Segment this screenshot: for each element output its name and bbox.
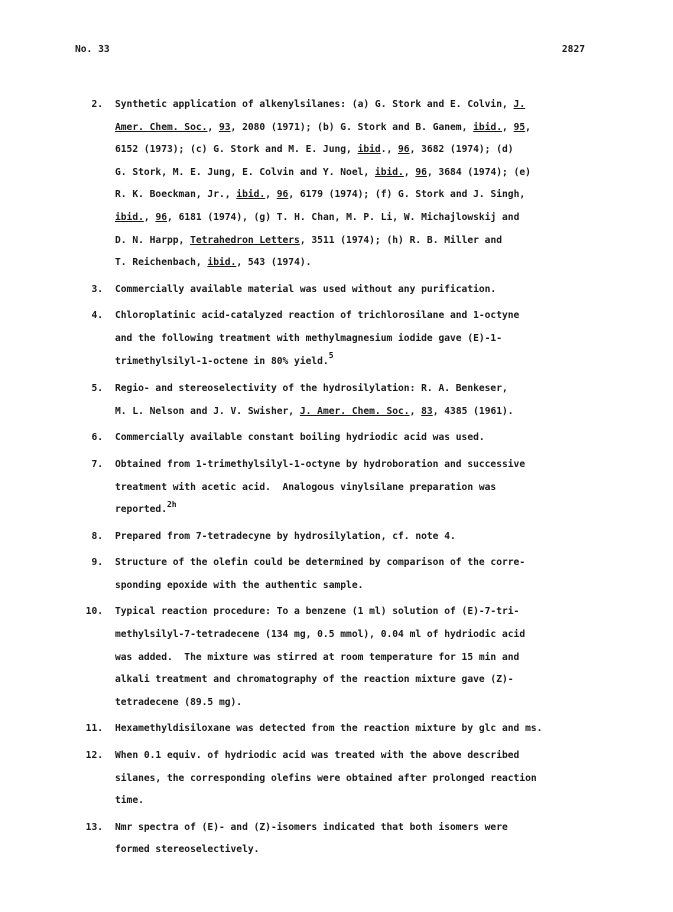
note-line: Typical reaction procedure: To a benzene (1 ml) solution of (E)-7-tri- xyxy=(115,606,520,618)
note-number: 9. xyxy=(91,557,103,569)
underlined-citation: ibid. xyxy=(207,257,237,269)
note-line: was added. The mixture was stirred at room temperature for 15 min and xyxy=(115,651,520,663)
note-text xyxy=(103,718,542,741)
note-line: reported.$^{2h}$ xyxy=(115,499,177,516)
journal-issue: No. 33 xyxy=(75,44,110,55)
note-text xyxy=(103,94,531,275)
note-line: trimethylsilyl-1-octene in 80% yield.$^5$ xyxy=(115,351,334,367)
page-number: 2827 xyxy=(561,44,585,55)
note-text xyxy=(103,378,514,423)
note-text xyxy=(103,305,519,373)
note-line: alkali treatment and chromatography of the reaction mixture gave (Z)- xyxy=(115,674,514,686)
note-line: Commercially available constant boiling hydriodic acid was used. xyxy=(115,432,485,444)
reference-superscript: 2h xyxy=(166,499,177,509)
note-line: M. L. Nelson and J. V. Swisher, J. Amer. Chem. Soc., 83, 4385 (1961). xyxy=(115,405,514,417)
note-number: 5. xyxy=(91,383,103,395)
note-line: formed stereoselectively. xyxy=(115,844,260,856)
note-number: 12. xyxy=(85,750,103,762)
note-line: D. N. Harpp, Tetrahedron Letters, 3511 (1974); (h) R. B. Miller and xyxy=(115,234,503,246)
note-text xyxy=(103,552,525,597)
note-item xyxy=(75,279,620,302)
note-line: Nmr spectra of (E)- and (Z)-isomers indicated that both isomers were xyxy=(115,821,508,833)
underlined-citation: ibid. xyxy=(236,189,266,201)
note-line: Hexamethyldisiloxane was detected from the reaction mixture by glc and ms. xyxy=(115,723,543,735)
note-line: When 0.1 equiv. of hydriodic acid was treated with the above described xyxy=(115,750,520,762)
underlined-citation: 95 xyxy=(513,121,526,133)
underlined-citation: 96 xyxy=(276,189,289,201)
underlined-citation: 96 xyxy=(415,166,427,178)
note-line: Prepared from 7-tetradecyne by hydrosilylation, cf. note 4. xyxy=(115,530,456,542)
note-line: Chloroplatinic acid-catalyzed reaction of trichlorosilane and 1-octyne xyxy=(115,310,520,322)
underlined-citation: J. xyxy=(513,99,526,110)
note-line: treatment with acetic acid. Analogous vinylsilane preparation was xyxy=(115,481,497,493)
note-number: 10. xyxy=(85,606,103,618)
note-number: 3. xyxy=(91,283,103,295)
reference-superscript: 5 xyxy=(328,351,334,361)
note-number: 7. xyxy=(91,458,103,470)
note-item xyxy=(75,552,620,597)
note-text xyxy=(103,817,508,862)
note-item xyxy=(75,94,620,275)
note-line: Regio- and stereoselectivity of the hydrosilylation: R. A. Benkeser, xyxy=(115,383,508,395)
note-line: T. Reichenbach, ibid., 543 (1974). xyxy=(115,257,312,269)
note-item xyxy=(75,817,620,862)
note-number: 6. xyxy=(91,432,103,444)
note-text xyxy=(103,427,485,450)
note-line: Obtained from 1-trimethylsilyl-1-octyne by hydroboration and successive xyxy=(115,458,526,470)
underlined-citation: ibid. xyxy=(374,166,404,178)
note-line: tetradecene (89.5 mg). xyxy=(115,696,243,708)
note-line: ibid., 96, 6181 (1974), (g) T. H. Chan, M. P. Li, W. Michajlowskij and xyxy=(115,211,520,223)
note-number: 13. xyxy=(85,821,103,833)
underlined-citation: Amer. Chem. Soc. xyxy=(115,121,208,133)
notes-list xyxy=(75,94,620,862)
note-item xyxy=(75,378,620,423)
underlined-citation: 93 xyxy=(218,121,231,133)
note-item xyxy=(75,718,620,741)
note-number: 11. xyxy=(85,723,103,735)
underlined-citation: ibid. xyxy=(115,211,144,223)
note-item xyxy=(75,427,620,450)
note-text xyxy=(103,745,537,813)
underlined-citation: 83 xyxy=(421,405,433,417)
note-item xyxy=(75,601,620,714)
note-text xyxy=(103,454,525,522)
note-line: 6152 (1973); (c) G. Stork and M. E. Jung, ibid., 96, 3682 (1974); (d) xyxy=(115,144,514,156)
note-line: Amer. Chem. Soc., 93, 2080 (1971); (b) G. Stork and B. Ganem, ibid., 95, xyxy=(115,121,531,133)
note-line: time. xyxy=(115,795,144,807)
underlined-citation: 96 xyxy=(155,211,168,223)
note-item xyxy=(75,745,620,813)
note-item xyxy=(75,454,620,522)
note-item xyxy=(75,305,620,373)
note-number: 8. xyxy=(91,530,103,542)
note-text xyxy=(103,526,456,549)
note-line: methylsilyl-7-tetradecene (134 mg, 0.5 mmol), 0.04 ml of hydriodic acid xyxy=(115,629,526,641)
note-line: Commercially available material was used without any purification. xyxy=(115,283,497,295)
underlined-citation: J. Amer. Chem. Soc. xyxy=(299,405,410,417)
underlined-citation: Tetrahedron Letters xyxy=(190,234,300,246)
note-number: 2. xyxy=(91,99,103,110)
note-line: R. K. Boeckman, Jr., ibid., 96, 6179 (1974); (f) G. Stork and J. Singh, xyxy=(115,189,526,201)
note-item xyxy=(75,526,620,549)
note-line: sponding epoxide with the authentic sample. xyxy=(115,579,364,591)
note-line: silanes, the corresponding olefins were obtained after prolonged reaction xyxy=(115,772,537,784)
underlined-citation: ibid. xyxy=(473,121,503,133)
underlined-citation: ibid xyxy=(357,144,381,156)
note-line: G. Stork, M. E. Jung, E. Colvin and Y. Noel, ibid., 96, 3684 (1974); (e) xyxy=(115,166,531,178)
note-line: and the following treatment with methylmagnesium iodide gave (E)-1- xyxy=(115,332,502,344)
note-number: 4. xyxy=(91,310,103,322)
note-text xyxy=(103,601,525,714)
underlined-citation: 96 xyxy=(398,144,410,156)
note-line: Synthetic application of alkenylsilanes: (a) G. Stork and E. Colvin, J. xyxy=(115,99,526,110)
page-header xyxy=(75,44,585,55)
note-line: Structure of the olefin could be determined by comparison of the corre- xyxy=(115,557,526,569)
note-text xyxy=(103,279,496,302)
